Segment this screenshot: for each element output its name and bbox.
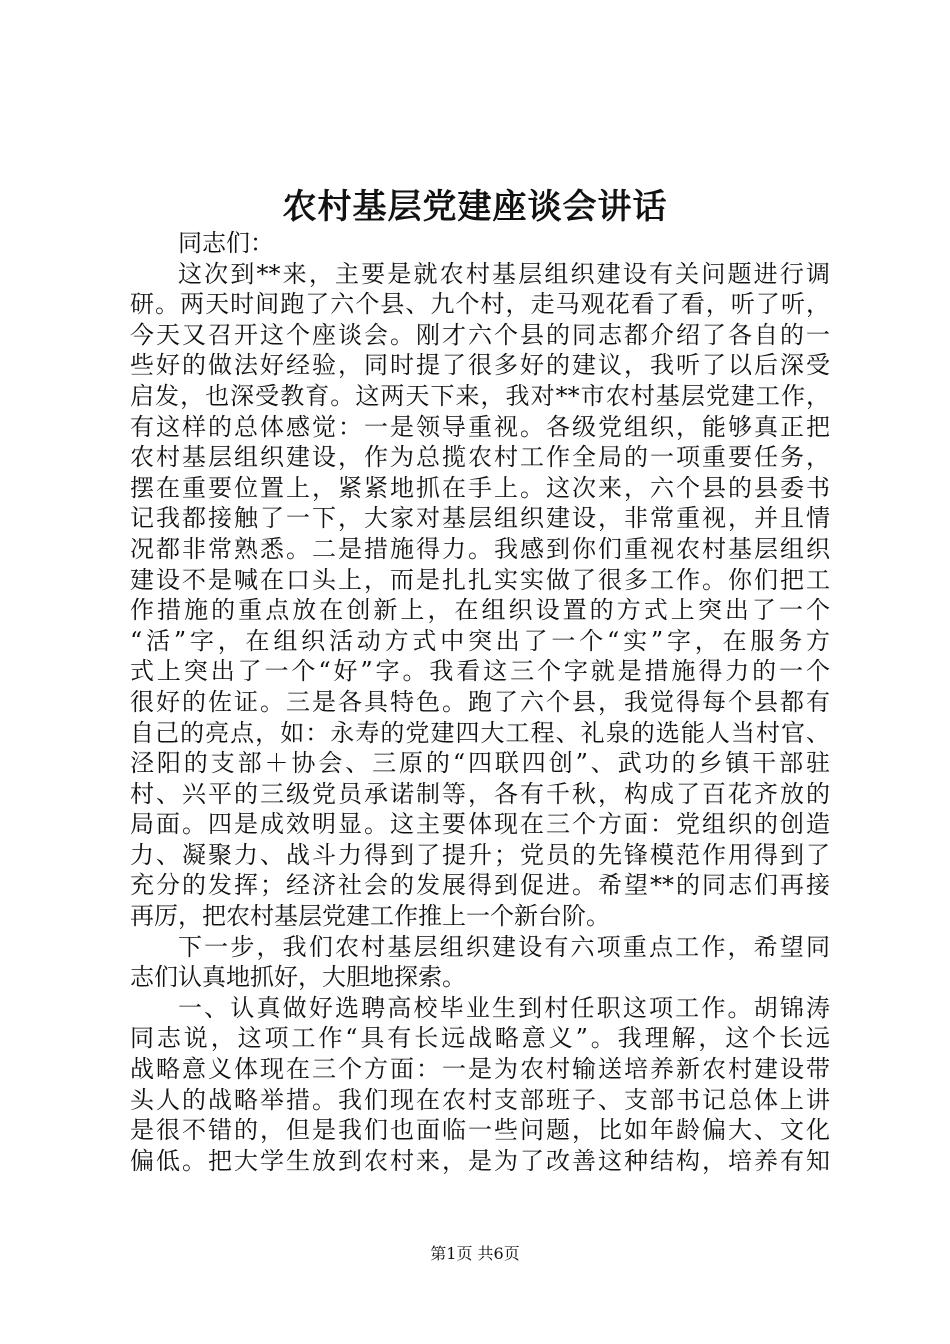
text-line: 建设不是喊在口头上，而是扎扎实实做了很多工作。你们把工 [130, 565, 830, 594]
text-line: 偏低。把大学生放到农村来，是为了改善这种结构，培养有知 [130, 1146, 830, 1175]
text-line: 志们认真地抓好，大胆地探索。 [130, 963, 466, 992]
text-line: 是很不错的，但是我们也面临一些问题，比如年龄偏大、文化 [130, 1116, 830, 1145]
page-footer: 第1页 共6页 [430, 1244, 520, 1263]
text-line: 摆在重要位置上，紧紧地抓在手上。这次来，六个县的县委书 [130, 473, 830, 502]
text-line: 这次到**来，主要是就农村基层组织建设有关问题进行调 [178, 259, 830, 288]
text-line: “活”字，在组织活动方式中突出了一个“实”字，在服务方 [130, 626, 830, 655]
text-line: 头人的战略举措。我们现在农村支部班子、支部书记总体上讲 [130, 1085, 830, 1114]
text-line: 农村基层组织建设，作为总揽农村工作全局的一项重要任务， [130, 443, 830, 472]
text-line: 力、凝聚力、战斗力得到了提升；党员的先锋模范作用得到了 [130, 840, 830, 869]
text-line: 同志说，这项工作“具有长远战略意义”。我理解，这个长远 [130, 1024, 830, 1053]
text-line: 很好的佐证。三是各具特色。跑了六个县，我觉得每个县都有 [130, 687, 830, 716]
salutation-line: 同志们： [178, 229, 274, 257]
text-line: 村、兴平的三级党员承诺制等，各有千秋，构成了百花齐放的 [130, 779, 830, 808]
document-body [130, 228, 830, 1176]
text-line: 局面。四是成效明显。这主要体现在三个方面：党组织的创造 [130, 810, 830, 839]
text-line: 泾阳的支部＋协会、三原的“四联四创”、武功的乡镇干部驻 [130, 749, 830, 778]
text-line: 战略意义体现在三个方面：一是为农村输送培养新农村建设带 [130, 1055, 830, 1084]
document-title: 农村基层党建座谈会讲话 [282, 187, 668, 227]
text-line: 自己的亮点，如：永寿的党建四大工程、礼泉的选能人当村官、 [130, 718, 830, 747]
text-line: 再厉，把农村基层党建工作推上一个新台阶。 [130, 902, 610, 931]
text-line: 一、认真做好选聘高校毕业生到村任职这项工作。胡锦涛 [178, 993, 830, 1022]
text-line: 记我都接触了一下，大家对基层组织建设，非常重视，并且情 [130, 504, 830, 533]
text-line: 些好的做法好经验，同时提了很多好的建议，我听了以后深受 [130, 351, 830, 380]
text-line: 下一步，我们农村基层组织建设有六项重点工作，希望同 [178, 932, 830, 961]
text-line: 研。两天时间跑了六个县、九个村，走马观花看了看，听了听， [130, 290, 830, 319]
text-line: 充分的发挥；经济社会的发展得到促进。希望**的同志们再接 [130, 871, 830, 900]
text-line: 今天又召开这个座谈会。刚才六个县的同志都介绍了各自的一 [130, 320, 830, 349]
text-line: 式上突出了一个“好”字。我看这三个字就是措施得力的一个 [130, 657, 830, 686]
text-line: 作措施的重点放在创新上，在组织设置的方式上突出了一个 [130, 596, 830, 625]
text-line: 有这样的总体感觉：一是领导重视。各级党组织，能够真正把 [130, 412, 830, 441]
text-line: 启发，也深受教育。这两天下来，我对**市农村基层党建工作， [130, 381, 830, 410]
text-line: 况都非常熟悉。二是措施得力。我感到你们重视农村基层组织 [130, 534, 830, 563]
